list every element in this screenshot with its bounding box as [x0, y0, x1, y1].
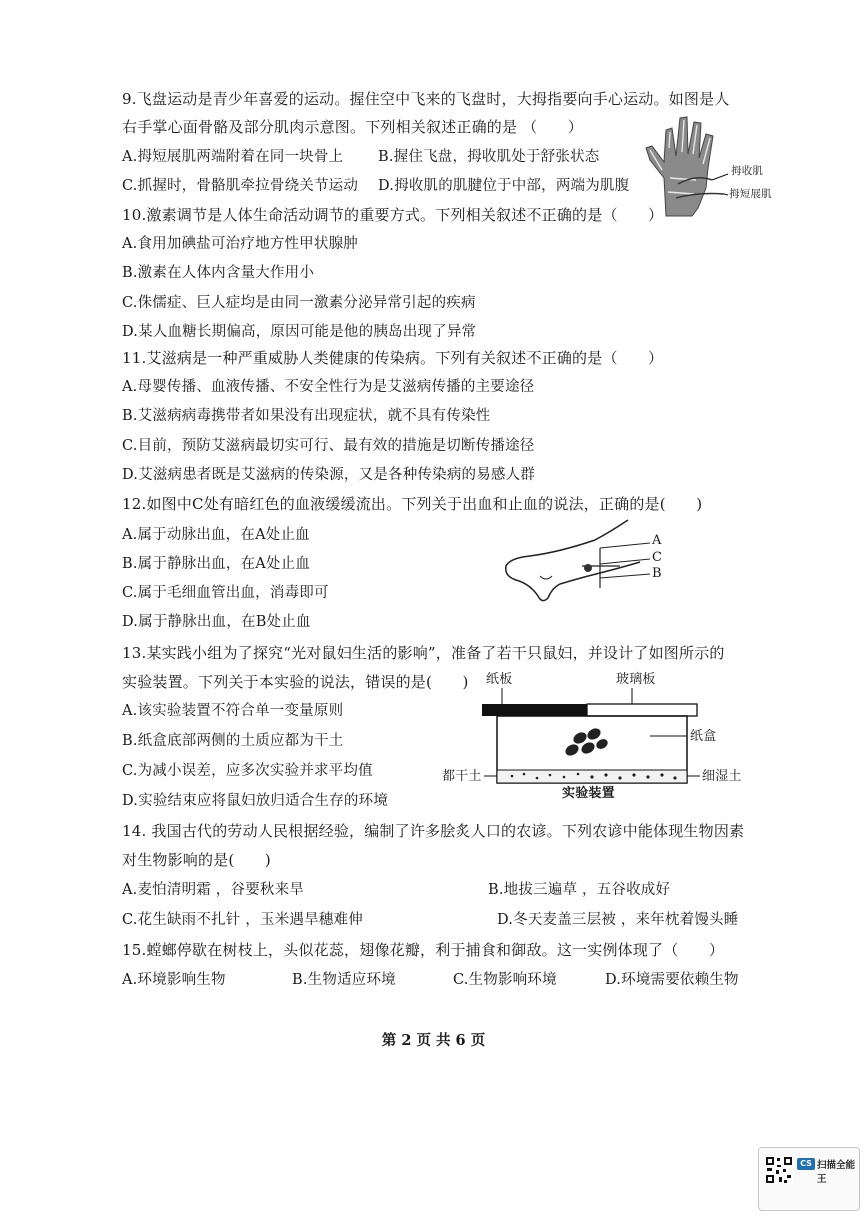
q15-stem: 15.螳螂停歇在树枝上，头似花蕊，翅像花瓣，利于捕食和御敌。这一实例体现了（ ）: [122, 941, 725, 959]
label-dry-soil: 都干土: [442, 769, 482, 784]
scanner-app-name: 扫描全能王: [817, 1160, 856, 1185]
label-glass-board: 玻璃板: [616, 672, 656, 687]
label-wet-soil: 细湿土: [702, 769, 742, 784]
q9-option-a: A.拇短展肌两端附着在同一块骨上: [122, 149, 344, 165]
q14-stem-line2: 对生物影响的是( ): [122, 851, 271, 869]
q15-option-b: B.生物适应环境: [292, 972, 396, 988]
q9-option-d: D.拇收肌的肌腱位于中部，两端为肌腹: [378, 178, 630, 194]
figure-caption: 实验装置: [562, 786, 615, 801]
q13-stem-line2: 实验装置。下列关于本实验的说法，错误的是( ): [122, 673, 469, 691]
q13-option-d: D.实验结束应将鼠妇放归适合生存的环境: [122, 793, 389, 809]
q11-option-b: B.艾滋病病毒携带者如果没有出现症状，就不具有传染性: [122, 408, 491, 424]
q10-stem: 10.激素调节是人体生命活动调节的重要方式。下列相关叙述不正确的是（ ）: [122, 206, 664, 224]
q15-option-c: C.生物影响环境: [453, 972, 557, 988]
q12-stem: 12.如图中C处有暗红色的血液缓缓流出。下列关于出血和止血的说法，正确的是( ): [122, 495, 703, 513]
q9-option-b: B.握住飞盘，拇收肌处于舒张状态: [378, 149, 600, 165]
hand-figure: [636, 108, 786, 220]
q13-option-b: B.纸盒底部两侧的土质应都为干土: [122, 733, 344, 749]
scanner-logo-icon: CS: [797, 1158, 815, 1170]
q10-option-a: A.食用加碘盐可治疗地方性甲状腺肿: [122, 236, 358, 252]
q9-stem-line1: 9.飞盘运动是青少年喜爱的运动。握住空中飞来的飞盘时，大拇指要向手心运动。如图是人: [122, 90, 730, 108]
q15-option-d: D.环境需要依赖生物: [605, 972, 739, 988]
label-paper-board: 纸板: [486, 672, 513, 687]
page-number: 第 2 页 共 6 页: [381, 1032, 486, 1049]
q15-option-a: A.环境影响生物: [122, 972, 226, 988]
label-adductor-pollicis: 拇收肌: [731, 165, 764, 177]
q14-option-a: A.麦怕清明霜 ，谷要秋来旱: [122, 882, 304, 898]
q11-option-c: C.目前，预防艾滋病最切实可行、最有效的措施是切断传播途径: [122, 438, 535, 454]
woodlouse-experiment-figure: [442, 672, 742, 806]
q12-option-d: D.属于静脉出血，在B处止血: [122, 614, 311, 630]
q14-option-d: D.冬天麦盖三层被 ，来年枕着馒头睡: [497, 912, 739, 928]
hand-skeleton-illustration: [636, 108, 786, 220]
q14-option-c: C.花生缺雨不扎针 ，玉米遇旱穗难伸: [122, 912, 363, 928]
q11-option-d: D.艾滋病患者既是艾滋病的传染源，又是各种传染病的易感人群: [122, 467, 536, 483]
leg-label-c: C: [652, 550, 663, 565]
q10-option-c: C.侏儒症、巨人症均是由同一激素分泌异常引起的疾病: [122, 295, 476, 311]
leg-label-b: B: [652, 566, 662, 581]
q11-option-a: A.母婴传播、血液传播、不安全性行为是艾滋病传播的主要途径: [122, 379, 535, 395]
label-paper-box: 纸盒: [690, 729, 717, 744]
leg-label-a: A: [652, 533, 662, 548]
q11-stem: 11.艾滋病是一种严重威胁人类健康的传染病。下列有关叙述不正确的是（ ）: [122, 349, 664, 367]
q10-option-b: B.激素在人体内含量大作用小: [122, 265, 315, 281]
qr-code-icon: [765, 1156, 793, 1184]
leg-wound-illustration: [500, 518, 675, 608]
q13-option-c: C.为减小误差，应多次实验并求平均值: [122, 763, 373, 779]
q14-option-b: B.地拔三遍草 ，五谷收成好: [488, 882, 671, 898]
q9-option-c: C.抓握时，骨骼肌牵拉骨绕关节运动: [122, 178, 359, 194]
q10-option-d: D.某人血糖长期偏高，原因可能是他的胰岛出现了异常: [122, 324, 477, 340]
q14-stem-line1: 14. 我国古代的劳动人民根据经验，编制了许多脍炙人口的农谚。下列农谚中能体现生物因素: [122, 822, 745, 840]
q13-stem-line1: 13.某实践小组为了探究“光对鼠妇生活的影响”，准备了若干只鼠妇，并设计了如图所示的: [122, 644, 725, 662]
q12-option-c: C.属于毛细血管出血，消毒即可: [122, 585, 329, 601]
leg-figure: [500, 518, 675, 608]
q13-option-a: A.该实验装置不符合单一变量原则: [122, 703, 344, 719]
label-abductor-pollicis-brevis: 拇短展肌: [729, 188, 772, 200]
q12-option-a: A.属于动脉出血，在A处止血: [122, 527, 310, 543]
q9-stem-line2: 右手掌心面骨骼及部分肌肉示意图。下列相关叙述正确的是 （ ）: [122, 118, 583, 136]
q12-option-b: B.属于静脉出血，在A处止血: [122, 556, 311, 572]
scanner-watermark: [758, 1147, 860, 1211]
